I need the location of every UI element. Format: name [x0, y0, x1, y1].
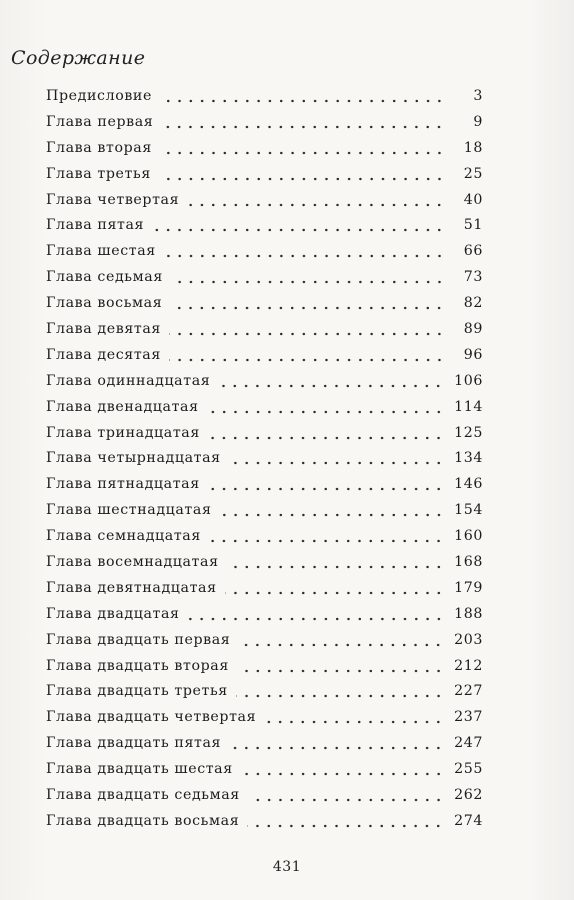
toc-entry	[46, 730, 483, 756]
toc-entry-label: Глава двадцатая	[46, 605, 180, 622]
dot-leader	[188, 607, 445, 621]
dot-leader	[229, 736, 444, 750]
toc-entry-label: Предисловие	[46, 87, 152, 104]
dot-leader	[159, 167, 445, 181]
toc-entry-page: 40	[463, 191, 483, 208]
toc-entry-page: 73	[463, 269, 483, 286]
toc-entry-page: 227	[454, 683, 483, 700]
toc-entry-page: 106	[454, 372, 483, 389]
toc-entry-page: 125	[454, 424, 483, 441]
toc-entry-page: 96	[463, 346, 483, 363]
toc-entry-page: 255	[454, 761, 483, 778]
toc-entry	[46, 187, 483, 213]
toc-entry-page: 66	[463, 243, 483, 260]
toc-entry-label: Глава девятнадцатая	[46, 579, 217, 596]
toc-entry-label: Глава четвертая	[46, 191, 180, 208]
toc-entry	[46, 471, 483, 497]
toc-entry-page: 3	[473, 87, 483, 104]
toc-entry-page: 89	[463, 320, 483, 337]
toc-entry-label: Глава двадцать вторая	[46, 657, 229, 674]
toc-entry	[46, 290, 483, 316]
toc-entry	[46, 109, 483, 135]
dot-leader	[209, 529, 444, 543]
dot-leader	[236, 684, 444, 698]
toc-entry-label: Глава одиннадцатая	[46, 372, 211, 389]
toc-entry-page: 25	[463, 165, 483, 182]
toc-entry-page: 203	[454, 631, 483, 648]
dot-leader	[187, 193, 445, 207]
toc-entry-label: Глава десятая	[46, 346, 161, 363]
toc-entry-label: Глава вторая	[46, 139, 152, 156]
toc-entry	[46, 756, 483, 782]
toc-entry-page: 9	[473, 113, 483, 130]
toc-entry-page: 188	[454, 605, 483, 622]
toc-entry-label: Глава двадцать первая	[46, 631, 231, 648]
toc-entry	[46, 238, 483, 264]
toc-entry-label: Глава шестая	[46, 243, 156, 260]
toc-entry-page: 179	[454, 579, 483, 596]
toc-entry-page: 114	[454, 398, 483, 415]
toc-entry	[46, 368, 483, 394]
toc-entry	[46, 653, 483, 679]
toc-entry-label: Глава двадцать седьмая	[46, 786, 240, 803]
dot-leader	[208, 426, 444, 440]
dot-leader	[238, 633, 444, 647]
toc-entry	[46, 342, 483, 368]
toc-title: Содержание	[11, 47, 146, 69]
toc-entry	[46, 601, 483, 627]
dot-leader	[160, 141, 445, 155]
toc-entry	[46, 135, 483, 161]
toc-entry	[46, 212, 483, 238]
dot-leader	[237, 659, 444, 673]
dot-leader	[241, 762, 444, 776]
toc-entry-label: Глава седьмая	[46, 269, 163, 286]
toc-entry	[46, 627, 483, 653]
toc-entry-page: 237	[454, 709, 483, 726]
toc-entry-page: 274	[454, 812, 483, 829]
dot-leader	[248, 788, 444, 802]
toc-entry-page: 146	[454, 476, 483, 493]
toc-entry	[46, 394, 483, 420]
dot-leader	[220, 503, 445, 517]
toc-entry	[46, 161, 483, 187]
dot-leader	[170, 296, 445, 310]
toc-entry	[46, 704, 483, 730]
dot-leader	[160, 89, 445, 103]
toc-entry-label: Глава двадцать пятая	[46, 735, 222, 752]
dot-leader	[164, 244, 445, 258]
toc-entry-label: Глава шестнадцатая	[46, 502, 212, 519]
toc-entry-label: Глава пятнадцатая	[46, 476, 200, 493]
toc-entry-label: Глава семнадцатая	[46, 528, 201, 545]
toc-entry-page: 160	[454, 528, 483, 545]
dot-leader	[208, 477, 444, 491]
toc-entry	[46, 264, 483, 290]
toc-entry-label: Глава девятая	[46, 320, 161, 337]
toc-entry-page: 51	[463, 217, 483, 234]
toc-entry-label: Глава четырнадцатая	[46, 450, 221, 467]
dot-leader	[229, 451, 444, 465]
toc-entry-page: 18	[463, 139, 483, 156]
toc-entry-page: 82	[463, 295, 483, 312]
toc-entry	[46, 782, 483, 808]
toc-entry-label: Глава двадцать шестая	[46, 761, 233, 778]
toc-entry-label: Глава тринадцатая	[46, 424, 200, 441]
dot-leader	[169, 322, 445, 336]
dot-leader	[152, 218, 445, 232]
dot-leader	[264, 710, 444, 724]
dot-leader	[247, 814, 444, 828]
page-number: 431	[272, 859, 302, 875]
toc-entry-label: Глава двенадцатая	[46, 398, 199, 415]
dot-leader	[169, 348, 445, 362]
dot-leader	[171, 270, 445, 284]
toc-entry	[46, 445, 483, 471]
toc-entry-label: Глава восемнадцатая	[46, 553, 219, 570]
dot-leader	[161, 115, 445, 129]
toc-entry-label: Глава первая	[46, 113, 154, 130]
toc-entry-page: 247	[454, 735, 483, 752]
toc-entry	[46, 420, 483, 446]
toc-entry-page: 212	[454, 657, 483, 674]
toc-entry-page: 134	[454, 450, 483, 467]
toc-entry-label: Глава двадцать восьмая	[46, 812, 240, 829]
toc-entry	[46, 575, 483, 601]
dot-leader	[227, 555, 444, 569]
toc-entry	[46, 497, 483, 523]
dot-leader	[218, 374, 444, 388]
toc-entry	[46, 83, 483, 109]
toc-entry-label: Глава третья	[46, 165, 151, 182]
toc-entry-label: Глава пятая	[46, 217, 145, 234]
toc-entry-page: 154	[454, 502, 483, 519]
toc-entry-page: 262	[454, 786, 483, 803]
dot-leader	[225, 581, 444, 595]
dot-leader	[207, 400, 444, 414]
toc-list	[46, 83, 483, 834]
toc-entry-label: Глава двадцать третья	[46, 683, 228, 700]
toc-entry	[46, 678, 483, 704]
toc-entry	[46, 808, 483, 834]
toc-entry	[46, 549, 483, 575]
toc-entry-page: 168	[454, 553, 483, 570]
toc-entry-label: Глава двадцать четвертая	[46, 709, 257, 726]
toc-entry-label: Глава восьмая	[46, 295, 163, 312]
toc-entry	[46, 523, 483, 549]
toc-entry	[46, 316, 483, 342]
